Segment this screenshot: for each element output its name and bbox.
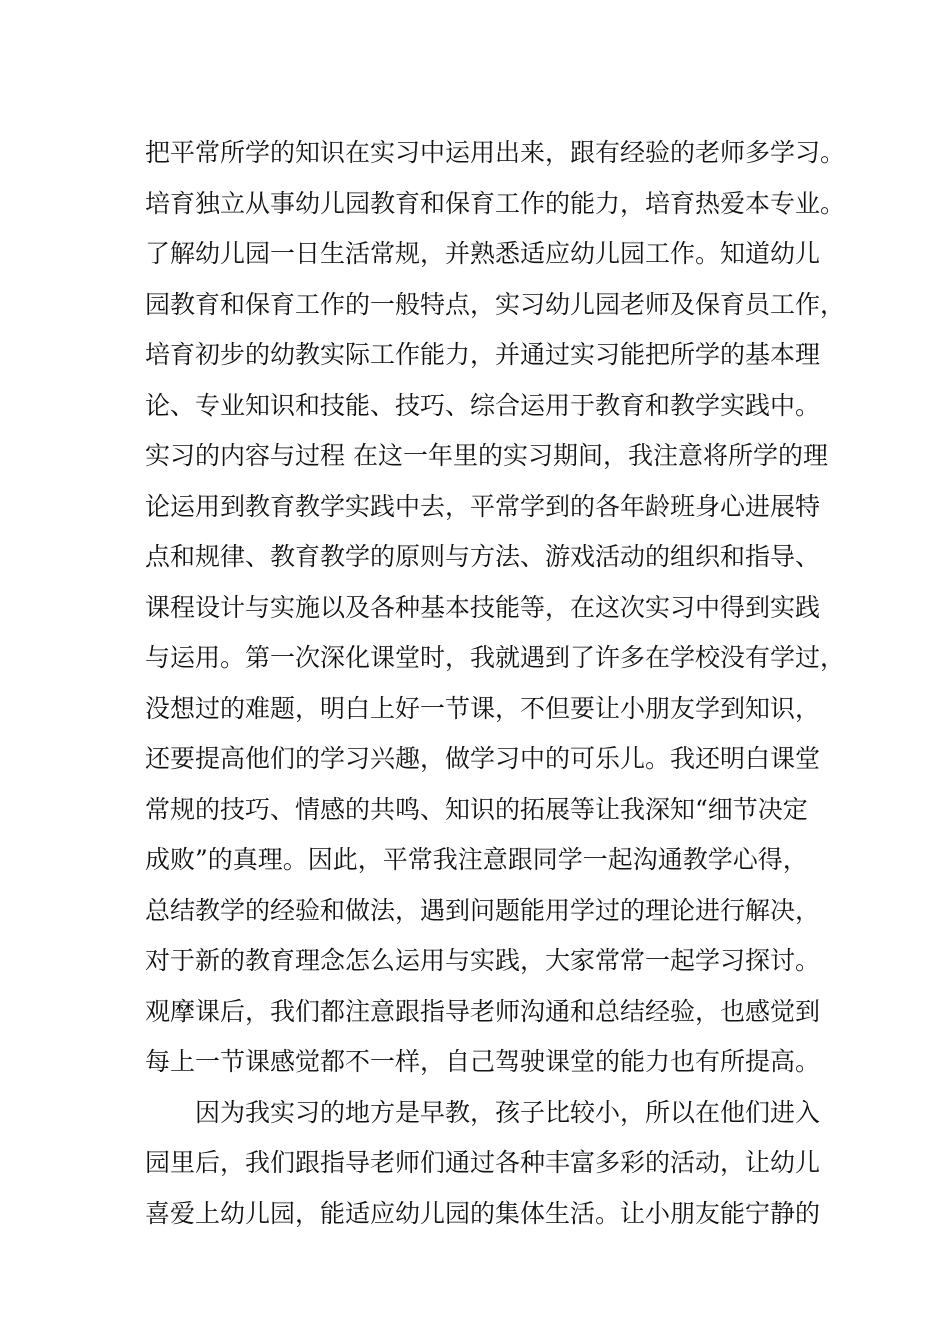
paragraph-line: 论运用到教育教学实践中去，平常学到的各年龄班身心进展特 [145,491,821,521]
paragraph-line: 观摩课后，我们都注意跟指导老师沟通和总结经验，也感觉到 [145,996,821,1026]
paragraph-line: 把平常所学的知识在实习中运用出来，跟有经验的老师多学习。 [145,138,846,167]
paragraph-line: 每上一节课感觉都不一样，自己驾驶课堂的能力也有所提高。 [145,1047,821,1076]
paragraph-line: 园里后，我们跟指导老师们通过各种丰富多彩的活动，让幼儿 [145,1148,821,1177]
paragraph-line: 课程设计与实施以及各种基本技能等，在这次实习中得到实践 [145,592,821,622]
paragraph-line: 总结教学的经验和做法，遇到问题能用学过的理论进行解决， [145,895,821,925]
paragraph-line: 点和规律、教育教学的原则与方法、游戏活动的组织和指导、 [145,542,821,571]
paragraph-line: 因为我实习的地方是早教，孩子比较小，所以在他们进入 [195,1097,821,1127]
paragraph-line: 对于新的教育理念怎么运用与实践，大家常常一起学习探讨。 [145,946,821,975]
paragraph-line: 实习的内容与过程 在这一年里的实习期间，我注意将所学的理 [145,441,828,470]
paragraph-line: 还要提高他们的学习兴趣，做学习中的可乐儿。我还明白课堂 [145,744,821,773]
paragraph-line: 喜爱上幼儿园，能适应幼儿园的集体生活。让小朋友能宁静的 [145,1198,821,1228]
paragraph-line: 园教育和保育工作的一般特点，实习幼儿园老师及保育员工作， [145,289,846,319]
paragraph-line: 常规的技巧、情感的共鸣、知识的拓展等让我深知“细节决定 [145,794,808,824]
document-body [145,128,846,1239]
paragraph-line: 培育独立从事幼儿园教育和保育工作的能力，培育热爱本专业。 [145,188,846,218]
paragraph-line: 成败”的真理。因此，平常我注意跟同学一起沟通教学心得， [145,845,808,874]
paragraph-line: 与运用。第一次深化课堂时，我就遇到了许多在学校没有学过， [145,643,846,672]
paragraph-line: 培育初步的幼教实际工作能力，并通过实习能把所学的基本理 [145,340,821,369]
paragraph-line: 论、专业知识和技能、技巧、综合运用于教育和教学实践中。 [145,390,821,420]
paragraph-line: 没想过的难题，明白上好一节课，不但要让小朋友学到知识， [145,693,821,723]
paragraph-line: 了解幼儿园一日生活常规，并熟悉适应幼儿园工作。知道幼儿 [145,239,821,268]
